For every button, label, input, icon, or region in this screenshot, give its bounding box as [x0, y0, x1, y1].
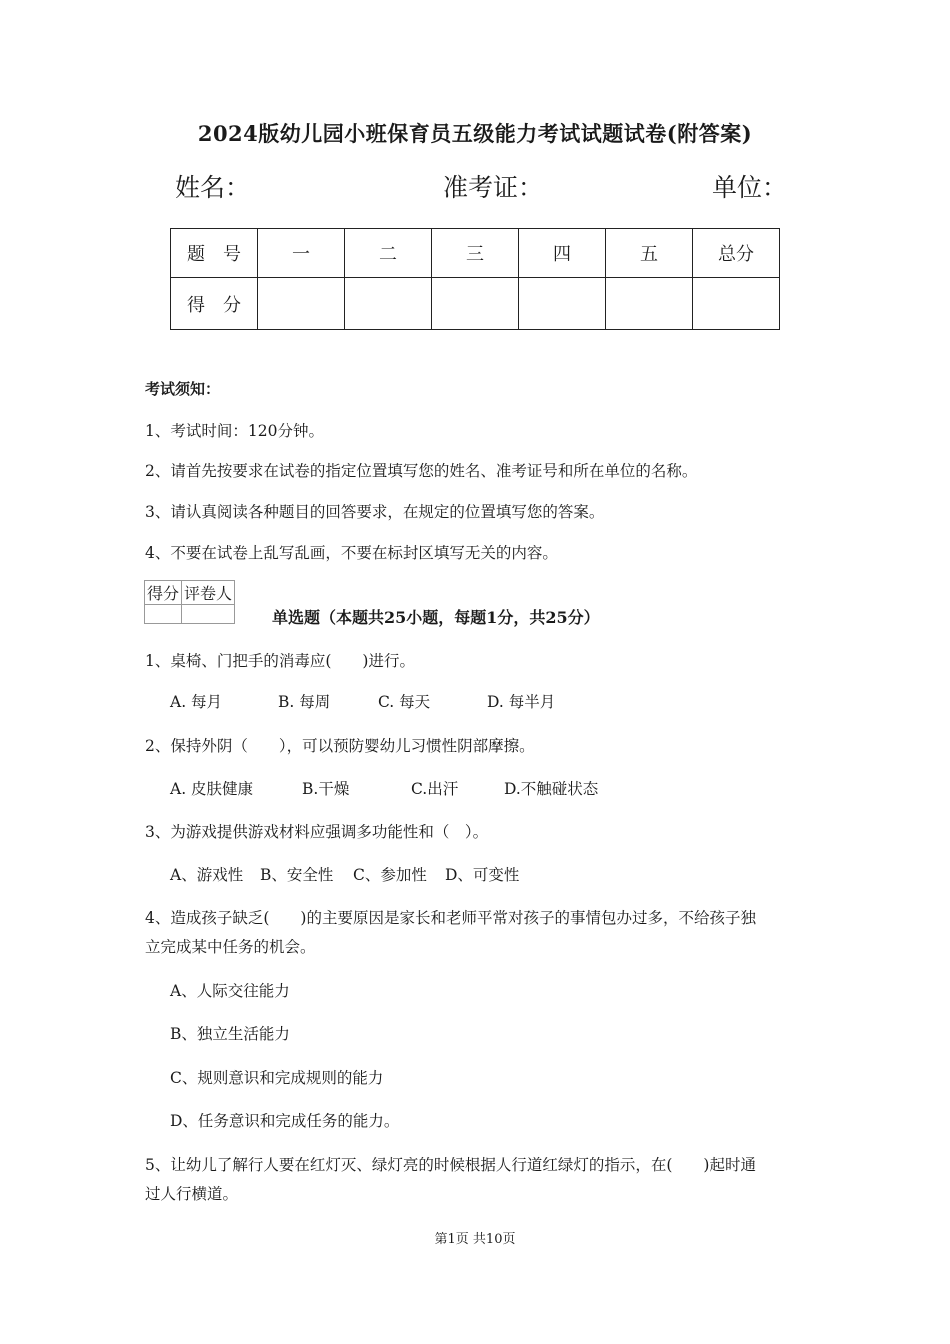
question-text: 1、桌椅、门把手的消毒应( )进行。: [145, 652, 415, 670]
page-title: 2024版幼儿园小班保育员五级能力考试试题试卷(附答案): [197, 121, 753, 146]
grader-reviewer-label: 评卷人: [182, 581, 235, 605]
score-input-cell[interactable]: [693, 278, 780, 330]
option[interactable]: C.出汗: [411, 780, 459, 798]
grader-reviewer-input[interactable]: [182, 605, 235, 624]
option[interactable]: C、规则意识和完成规则的能力: [170, 1069, 384, 1087]
score-table-cell: 三: [432, 229, 519, 278]
score-table-cell: 五: [606, 229, 693, 278]
score-table-cell: 题 号: [171, 229, 258, 278]
question-text: 5、让幼儿了解行人要在红灯灭、绿灯亮的时候根据人行道红绿灯的指示，在( )起时通: [145, 1156, 756, 1174]
score-input-cell[interactable]: [519, 278, 606, 330]
option[interactable]: B.干燥: [302, 780, 350, 798]
grader-score-input[interactable]: [145, 605, 182, 624]
option[interactable]: C、参加性: [353, 866, 427, 884]
unit-field-label: 单位：: [712, 173, 788, 202]
question-text: 3、为游戏提供游戏材料应强调多功能性和（ ）。: [145, 823, 489, 841]
page-footer: 第1页 共10页: [434, 1232, 516, 1247]
score-input-cell[interactable]: [606, 278, 693, 330]
notice-item: 3、请认真阅读各种题目的回答要求，在规定的位置填写您的答案。: [145, 503, 605, 521]
question-text: 2、保持外阴（ ），可以预防婴幼儿习惯性阴部摩擦。: [145, 737, 535, 755]
notice-item: 2、请首先按要求在试卷的指定位置填写您的姓名、准考证号和所在单位的名称。: [145, 462, 698, 480]
option[interactable]: A、游戏性: [170, 866, 244, 884]
option[interactable]: D、任务意识和完成任务的能力。: [170, 1112, 400, 1130]
score-table-score-row: [171, 278, 780, 330]
option[interactable]: B. 每周: [278, 693, 331, 711]
grader-box: [144, 580, 235, 624]
score-table-cell: 得 分: [171, 278, 258, 330]
score-table: [170, 228, 780, 330]
exam-id-field-label: 准考证：: [443, 173, 544, 202]
grader-score-label: 得分: [145, 581, 182, 605]
notice-item: 4、不要在试卷上乱写乱画，不要在标封区填写无关的内容。: [145, 544, 558, 562]
option[interactable]: B、安全性: [260, 866, 334, 884]
score-input-cell[interactable]: [345, 278, 432, 330]
option[interactable]: C. 每天: [378, 693, 431, 711]
score-table-cell: 总分: [693, 229, 780, 278]
notice-heading: 考试须知：: [145, 380, 221, 398]
name-field-label: 姓名：: [175, 173, 251, 202]
option[interactable]: D.不触碰状态: [504, 780, 599, 798]
score-input-cell[interactable]: [432, 278, 519, 330]
option[interactable]: B、独立生活能力: [170, 1025, 290, 1043]
question-text: 立完成某中任务的机会。: [145, 938, 316, 956]
option[interactable]: A. 皮肤健康: [170, 780, 254, 798]
option[interactable]: D. 每半月: [487, 693, 556, 711]
score-table-header-row: [171, 229, 780, 278]
notice-item: 1、考试时间：120分钟。: [145, 422, 324, 440]
score-input-cell[interactable]: [258, 278, 345, 330]
section-title: 单选题（本题共25小题，每题1分，共25分）: [272, 608, 600, 627]
option[interactable]: A、人际交往能力: [170, 982, 290, 1000]
question-text: 过人行横道。: [145, 1185, 239, 1203]
option[interactable]: D、可变性: [445, 866, 520, 884]
score-table-cell: 一: [258, 229, 345, 278]
question-text: 4、造成孩子缺乏( )的主要原因是家长和老师平常对孩子的事情包办过多，不给孩子独: [145, 909, 756, 927]
option[interactable]: A. 每月: [170, 693, 223, 711]
score-table-cell: 四: [519, 229, 606, 278]
score-table-cell: 二: [345, 229, 432, 278]
